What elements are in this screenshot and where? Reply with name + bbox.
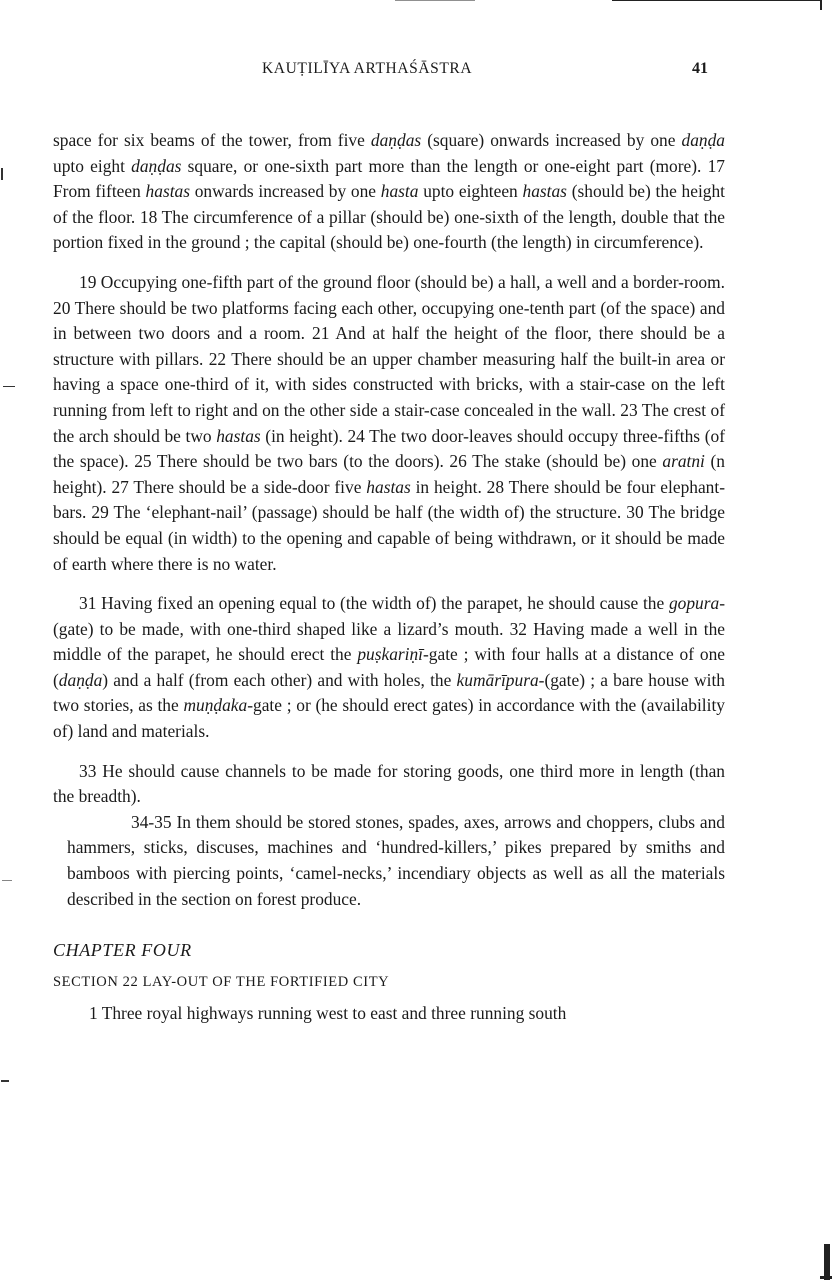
paragraph: 33 He should cause channels to be made for storing goods, one third more in length (than the breadth). (53, 760, 725, 807)
scan-edge-line-top (612, 0, 822, 1)
italic-term: hastas (522, 181, 567, 202)
italic-term: kumārīpura (456, 669, 539, 690)
paragraph: 19 Occupying one-fifth part of the ground floor (should be) a hall, a well and a border-room. 20 There should be two platforms facing each other, occupying one-tenth part (of the space) and in between two doors and a room. 21 And at half the height of the floor, there should be a structure with pillars. 22 There should be an upper chamber measuring half the built-in area or having a space one-third of it, with sides constructed with bricks, with a stair-case on the left running from left to right and on the other side a stair-case concealed in the wall. 23 The crest of the arch should be two hastas (in height). 24 The two door-leaves should occupy three-fifths (of the space). 25 There should be two bars (to the doors). 26 The stake (should be) one aratni (n height). 27 There should be a side-door five hastas in height. 28 There should be four elephant-bars. 29 The ‘elephant-nail’ (passage) should be half (the width of) the structure. 30 The bridge should be equal (in width) to the opening and capable of being withdrawn, or it should be made of earth where there is no water. (53, 271, 726, 574)
scan-margin-mark (1, 168, 3, 180)
paragraph: 34-35 In them should be stored stones, spades, axes, arrows and choppers, clubs and hammers, sticks, discuses, machines and ‘hundred-killers,’ pikes prepared by smiths and bamboos with piercing points, ‘camel-necks,’ incendiary objects as well as all the materials described in the section on forest produce. (67, 811, 725, 909)
italic-term: hastas (366, 476, 411, 497)
italic-term: aratni (662, 451, 705, 472)
scan-edge-corner-bottom-right (824, 1244, 830, 1280)
paragraph: 31 Having fixed an opening equal to (the width of) the parapet, he should cause the gopura-(gate) to be made, with one-third shaped like a lizard’s mouth. 32 Having made a well in the middle of the parapet, he should erect the puṣkariṇī-gate ; with four halls at a distance of one (daṇḍa) and a half (from each other) and with holes, the kumārīpura-(gate) ; a bare house with two stories, as the muṇḍaka-gate ; or (he should erect gates) in accordance with the (availability of) land and materials. (53, 593, 725, 742)
italic-term: muṇḍaka (183, 695, 248, 716)
scan-edge-line-bottom (820, 1276, 832, 1279)
italic-term: gopura (668, 593, 720, 614)
paragraph: space for six beams of the tower, from five daṇḍas (square) onwards increased by one daṇḍa upto eight daṇḍas square, or one-sixth part more than the length or one-eight part (more). 17 From fifteen hastas onwards increased by one hasta upto eighteen hastas (should be) the height of the floor. 18 The circumference of a pillar (should be) one-sixth of the length, double that the portion fixed in the ground ; the capital (should be) one-fourth (the length) in circumference). (53, 130, 726, 253)
italic-term: daṇḍas (370, 130, 422, 150)
scan-margin-mark (1, 1080, 9, 1082)
italic-term: hastas (145, 181, 190, 202)
scan-margin-mark (3, 386, 15, 387)
italic-term: puṣkariṇī (357, 644, 424, 665)
italic-term: hastas (216, 425, 261, 446)
italic-term: daṇḍa (58, 669, 103, 690)
section-heading: SECTION 22 LAY-OUT OF THE FORTIFIED CITY (53, 973, 390, 990)
scan-edge-mark-top-right (820, 0, 822, 10)
running-header (0, 60, 836, 84)
scan-edge-line-top-left (395, 0, 475, 1)
body-text (53, 128, 725, 1027)
italic-term: hasta (380, 181, 419, 202)
italic-term: daṇḍas (131, 155, 182, 176)
chapter-heading: CHAPTER FOUR (53, 940, 192, 961)
running-title: KAUṬILĪYA ARTHAŚĀSTRA (262, 60, 473, 77)
scan-margin-mark (2, 880, 12, 881)
paragraph-opening-line: 1 Three royal highways running west to east and three running south (89, 1003, 567, 1024)
page-number: 41 (692, 60, 708, 77)
italic-term: daṇḍa (681, 130, 725, 150)
